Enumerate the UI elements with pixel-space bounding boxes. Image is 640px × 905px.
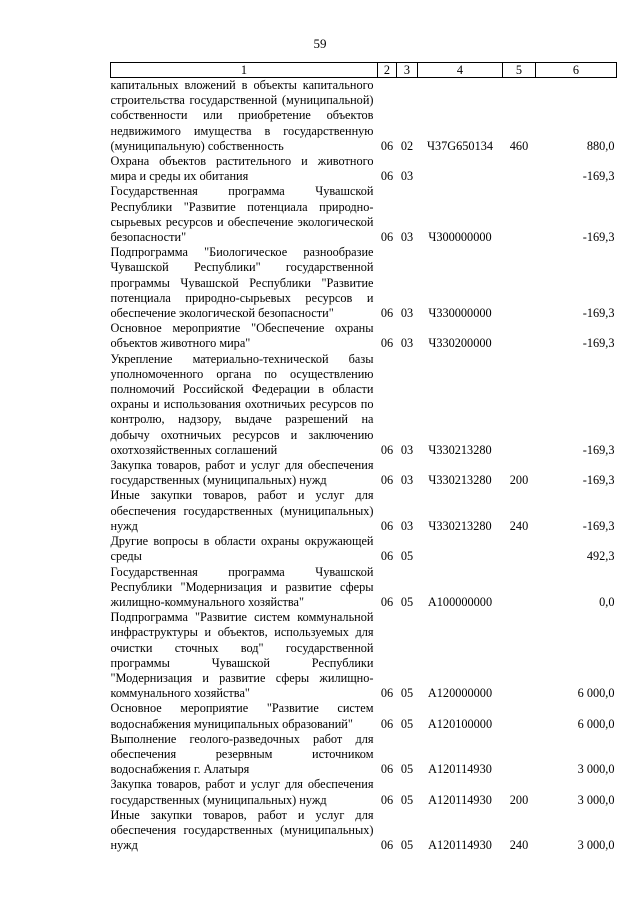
table-row [111,154,617,184]
row-subsection: 02 [400,138,414,153]
row-name: Иные закупки товаров, работ и услуг для обеспечения государственных (муниципальных) нужд [110,807,374,853]
row-section: 06 [380,716,394,731]
row-amount: 0,0 [599,594,615,609]
header-col-4: 4 [418,63,503,78]
row-target-code: А120100000 [427,716,493,731]
row-subsection: 05 [400,838,414,853]
row-name: Другие вопросы в области охраны окружающей среды [110,534,374,564]
row-target-code: А120114930 [428,792,492,807]
row-name: Выполнение геолого-разведочных работ для обеспечения резервным источником водоснабжения г. Алатыря [110,731,374,777]
row-subsection: 03 [400,230,414,245]
row-section: 06 [380,138,394,153]
row-target-code: Ч330213280 [428,442,492,457]
row-section: 06 [380,518,394,533]
row-section: 06 [380,838,394,853]
row-name: Закупка товаров, работ и услуг для обеспечения государственных (муниципальных) нужд [110,458,374,488]
row-name: Подпрограмма "Развитие систем коммунальной инфраструктуры и объектов, используемых для очистки сточных вод" государственной программы Чувашской Республики "Модернизация и развитие сферы жилищно-коммунального хозяйства" [110,610,374,701]
row-expense-type: 460 [509,138,529,153]
row-subsection: 05 [400,549,414,564]
table-row [111,565,617,611]
row-amount: -169,3 [582,442,615,457]
row-subsection: 03 [400,169,414,184]
row-expense-type: 240 [509,518,529,533]
header-col-2: 2 [378,63,397,78]
row-expense-type [503,321,536,351]
table-row [111,732,617,778]
row-amount: 3 000,0 [577,838,615,853]
page-number: 59 [313,36,327,51]
row-name: Укрепление материально-технической базы уполномоченного органа по осуществлению полномочий Российской Федерации в области охраны и использования охотничьих ресурсов по контролю, надзору, выдаче разрешений на добычу охотничьих ресурсов и заключению охотхозяйственных соглашений [110,351,374,457]
row-amount: -169,3 [582,169,615,184]
row-subsection: 03 [400,518,414,533]
row-expense-type [503,610,536,701]
row-expense-type [503,565,536,611]
row-expense-type: 200 [509,473,529,488]
row-amount: 880,0 [586,138,615,153]
row-name: Подпрограмма "Биологическое разнообразие Чувашской Республики" государственной программы Чувашской Республики "Развитие потенциала природно-сырьевых ресурсов и обеспечение экологической безопасности" [110,245,374,321]
row-target-code: Ч330000000 [428,306,492,321]
table-header-row [111,63,617,78]
row-expense-type [503,245,536,321]
table-body [111,78,617,854]
header-col-1: 1 [111,63,378,78]
budget-table [110,62,617,853]
row-section: 06 [380,169,394,184]
row-subsection: 05 [400,792,414,807]
row-amount: 492,3 [586,549,615,564]
row-subsection: 03 [400,442,414,457]
row-subsection: 05 [400,762,414,777]
row-amount: -169,3 [582,473,615,488]
row-name: Охрана объектов растительного и животного мира и среды их обитания [110,154,374,184]
row-section: 06 [380,594,394,609]
header-col-3: 3 [397,63,418,78]
row-expense-type [503,732,536,778]
row-target-code: А120114930 [428,762,492,777]
row-target-code: Ч330200000 [428,336,492,351]
row-expense-type [503,184,536,245]
row-name: Основное мероприятие "Развитие систем водоснабжения муниципальных образований" [110,701,374,731]
table-row [111,701,617,731]
row-expense-type: 200 [509,792,529,807]
row-amount: -169,3 [582,336,615,351]
row-section: 06 [380,336,394,351]
row-expense-type [503,154,536,184]
row-section: 06 [380,306,394,321]
row-name: Государственная программа Чувашской Республики "Модернизация и развитие сферы жилищно-коммунального хозяйства" [110,564,374,609]
table-row [111,352,617,458]
table-row [111,610,617,701]
row-subsection: 03 [400,306,414,321]
row-amount: 6 000,0 [577,686,615,701]
row-subsection: 03 [400,336,414,351]
row-subsection: 05 [400,686,414,701]
row-name: Основное мероприятие "Обеспечение охраны объектов животного мира" [110,321,374,351]
row-section: 06 [380,549,394,564]
table-row [111,245,617,321]
row-expense-type: 240 [509,838,529,853]
header-col-6: 6 [536,63,617,78]
table-row [111,321,617,351]
row-expense-type [503,534,536,564]
row-target-code: А120000000 [427,686,493,701]
table-row [111,808,617,854]
row-name: капитальных вложений в объекты капитального строительства государственной (муниципальной) собственности или приобретение объектов недвижимого имущества в государственную (муниципальную) собственность [110,78,374,153]
row-target-code [418,534,503,564]
row-name: Иные закупки товаров, работ и услуг для обеспечения государственных (муниципальных) нужд [110,488,374,533]
row-subsection: 05 [400,594,414,609]
table-row [111,777,617,807]
row-amount: 3 000,0 [577,762,615,777]
row-name: Закупка товаров, работ и услуг для обеспечения государственных (муниципальных) нужд [110,777,374,807]
row-section: 06 [380,442,394,457]
row-target-code: Ч300000000 [428,230,492,245]
row-amount: 3 000,0 [577,792,615,807]
row-amount: -169,3 [582,306,615,321]
table-row [111,458,617,488]
table-row [111,78,617,155]
row-amount: -169,3 [582,230,615,245]
table-row [111,534,617,564]
row-expense-type [503,701,536,731]
row-section: 06 [380,230,394,245]
row-section: 06 [380,762,394,777]
row-subsection: 05 [400,716,414,731]
row-section: 06 [380,473,394,488]
row-section: 06 [380,792,394,807]
row-subsection: 03 [400,473,414,488]
header-col-5: 5 [503,63,536,78]
row-target-code: Ч330213280 [428,518,492,533]
row-amount: -169,3 [582,518,615,533]
table-row [111,488,617,534]
table-row [111,184,617,245]
row-name: Государственная программа Чувашской Республики "Развитие потенциала природно-сырьевых ресурсов и обеспечение экологической безопасности" [110,184,374,245]
row-target-code: Ч330213280 [428,473,492,488]
row-target-code: А120114930 [428,838,492,853]
row-amount: 6 000,0 [577,716,615,731]
row-target-code [418,154,503,184]
row-section: 06 [380,686,394,701]
row-target-code: Ч37G650134 [426,138,494,153]
row-expense-type [503,352,536,458]
row-target-code: А100000000 [427,594,493,609]
